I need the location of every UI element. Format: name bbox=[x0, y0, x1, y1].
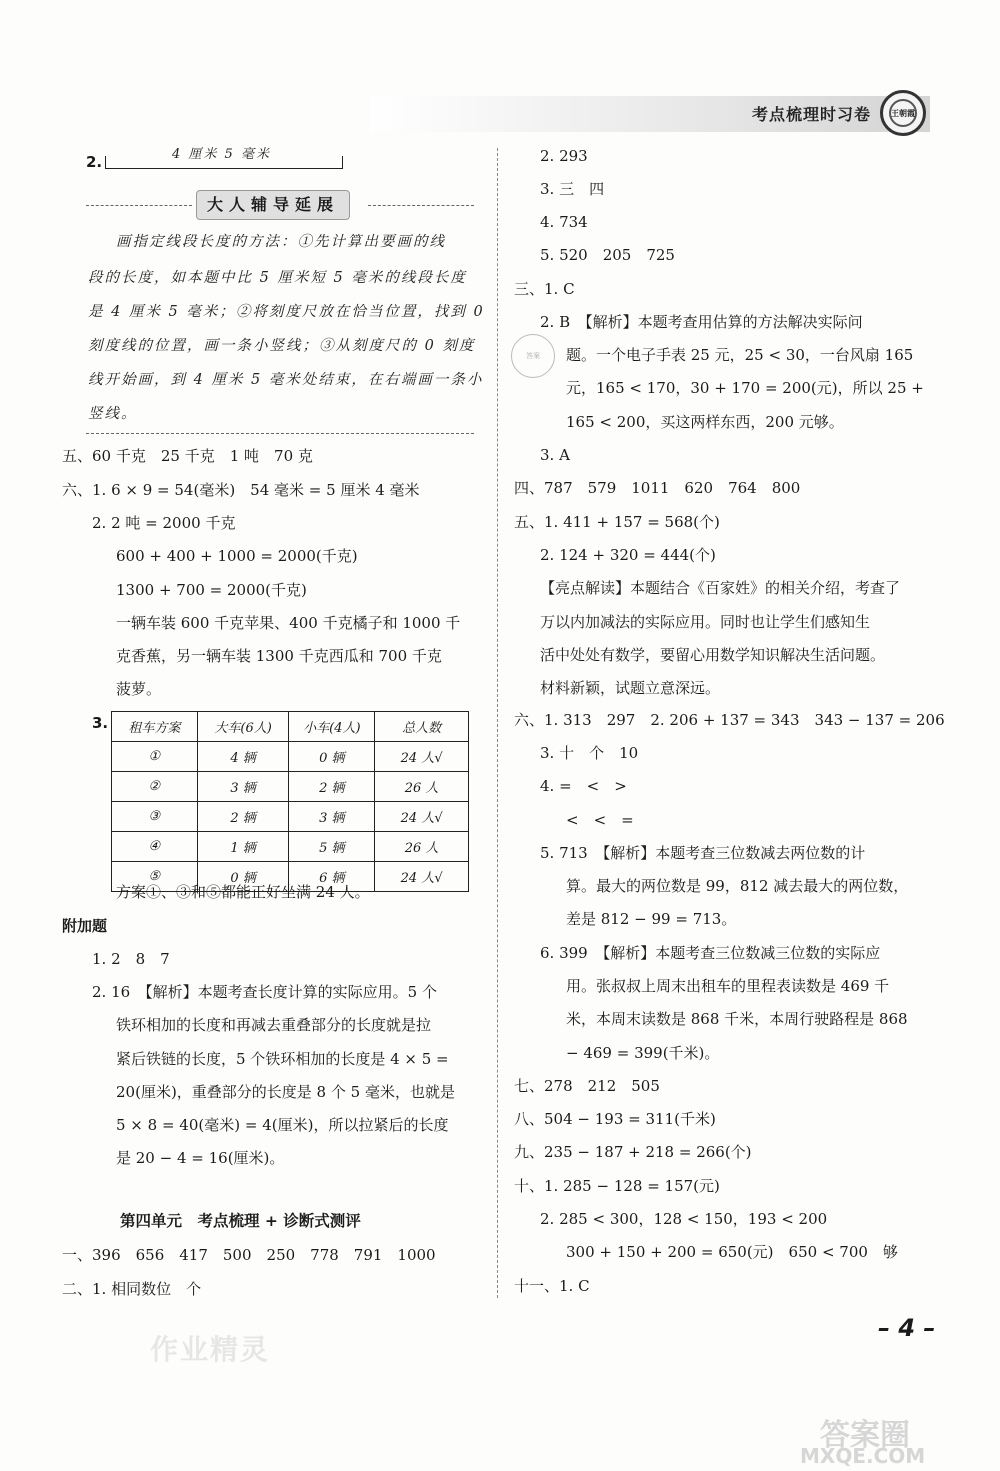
table-cell: 0 辆 bbox=[197, 862, 289, 892]
tutor-line-3: 是 4 厘米 5 毫米；②将刻度尺放在恰当位置，找到 0 bbox=[88, 304, 485, 320]
bonus-title: 附加题 bbox=[62, 917, 108, 935]
bonus-line: 是 20 − 4 = 16(厘米)。 bbox=[116, 1149, 285, 1167]
answer-line: 米，本周末读数是 868 千米，本周行驶路程是 868 bbox=[566, 1010, 908, 1028]
bonus-line: 铁环相加的长度和再减去重叠部分的长度就是拉 bbox=[116, 1016, 432, 1034]
answer-line: < < = bbox=[566, 811, 634, 829]
answer-line: 2. 285 < 300，128 < 150，193 < 200 bbox=[540, 1210, 828, 1228]
header-title: 考点梳理时习卷 bbox=[752, 105, 872, 124]
answer-line: 2. 124 + 320 = 444(个) bbox=[540, 546, 716, 564]
table-cell: 26 人 bbox=[375, 832, 469, 862]
answer-line: 元，165 < 170，30 + 170 = 200(元)，所以 25 + bbox=[566, 379, 924, 397]
tutor-line-2: 段的长度，如本题中比 5 厘米短 5 毫米的线段长度 bbox=[88, 270, 467, 286]
answer-line: 2. 2 吨 = 2000 千克 bbox=[92, 514, 236, 532]
site-watermark-url: MXQE.COM bbox=[800, 1444, 926, 1468]
answer-line: 300 + 150 + 200 = 650(元) 650 < 700 够 bbox=[566, 1243, 898, 1261]
answer-line: 【亮点解读】本题结合《百家姓》的相关介绍，考查了 bbox=[540, 579, 901, 597]
tutor-line-1: 画指定线段长度的方法：①先计算出要画的线 bbox=[116, 234, 446, 250]
tutor-line-4: 刻度线的位置，画一条小竖线；③从刻度尺的 0 刻度 bbox=[88, 338, 476, 354]
table-cell: 3 辆 bbox=[197, 772, 289, 802]
measure-tick-right bbox=[342, 156, 343, 169]
tutor-box-title: 大人辅导延展 bbox=[196, 190, 350, 220]
page-number: – 4 – bbox=[878, 1314, 936, 1342]
answer-line: 六、1. 313 297 2. 206 + 137 = 343 343 − 137 = 206 bbox=[514, 711, 945, 729]
answer-line: 万以内加减法的实际应用。同时也让学生们感知生 bbox=[540, 613, 871, 631]
brand-badge-text: 王朝霞 bbox=[889, 99, 917, 127]
answer-line: 三、1. C bbox=[514, 280, 575, 298]
car-rental-table bbox=[111, 711, 469, 892]
answer-line: 菠萝。 bbox=[116, 680, 162, 698]
table-cell: 5 辆 bbox=[289, 832, 375, 862]
answer-stamp: 答案 bbox=[511, 334, 555, 378]
table-cell: 6 辆 bbox=[289, 862, 375, 892]
table-header-row bbox=[112, 712, 469, 742]
table-header-cell: 大车(6人) bbox=[197, 712, 289, 742]
answer-line: 五、60 千克 25 千克 1 吨 70 克 bbox=[62, 447, 313, 465]
answer-line: 六、1. 6 × 9 = 54(毫米) 54 毫米 = 5 厘米 4 毫米 bbox=[62, 481, 420, 499]
table-cell: ④ bbox=[112, 832, 198, 862]
q3-label: 3. bbox=[92, 714, 109, 732]
answer-line: 3. 十 个 10 bbox=[540, 744, 639, 762]
tutor-divider-left bbox=[86, 205, 192, 206]
unit4-line: 二、1. 相同数位 个 bbox=[62, 1280, 202, 1298]
answer-line: 十、1. 285 − 128 = 157(元) bbox=[514, 1177, 720, 1195]
tutor-bottom-divider bbox=[86, 433, 474, 434]
table-header-cell: 总人数 bbox=[375, 712, 469, 742]
measure-tick-left bbox=[105, 156, 106, 169]
table-cell: 24 人√ bbox=[375, 742, 469, 772]
table-row bbox=[112, 772, 469, 802]
answer-line: 3. A bbox=[540, 446, 570, 464]
unit4-line: 一、396 656 417 500 250 778 791 1000 bbox=[62, 1246, 436, 1264]
brand-badge bbox=[880, 90, 926, 136]
table-cell: 4 辆 bbox=[197, 742, 289, 772]
answer-line: 6. 399 【解析】本题考查三位数减三位数的实际应 bbox=[540, 944, 881, 962]
bonus-line: 2. 16 【解析】本题考查长度计算的实际应用。5 个 bbox=[92, 983, 437, 1001]
table-conclusion: 方案①、③和⑤都能正好坐满 24 人。 bbox=[116, 883, 370, 901]
answer-line: 十一、1. C bbox=[514, 1277, 590, 1295]
column-divider bbox=[497, 148, 498, 1298]
bonus-line: 20(厘米)，重叠部分的长度是 8 个 5 毫米，也就是 bbox=[116, 1083, 455, 1101]
table-row bbox=[112, 802, 469, 832]
table-row bbox=[112, 742, 469, 772]
answer-line: 1300 + 700 = 2000(千克) bbox=[116, 581, 307, 599]
answer-line: 四、787 579 1011 620 764 800 bbox=[514, 479, 801, 497]
answer-line: 七、278 212 505 bbox=[514, 1077, 660, 1095]
site-watermark: 答案圈 bbox=[820, 1418, 910, 1453]
table-cell: 24 人√ bbox=[375, 862, 469, 892]
table-cell: ② bbox=[112, 772, 198, 802]
tutor-divider-right bbox=[368, 205, 474, 206]
answer-line: 用。张叔叔上周末出租车的里程表读数是 469 千 bbox=[566, 977, 890, 995]
table-cell: 2 辆 bbox=[289, 772, 375, 802]
answer-line: − 469 = 399(千米)。 bbox=[566, 1044, 720, 1062]
measure-line bbox=[105, 168, 343, 169]
answer-line: 活中处处有数学，要留心用数学知识解决生活问题。 bbox=[540, 646, 886, 664]
unit4-title: 第四单元 考点梳理 + 诊断式测评 bbox=[120, 1212, 361, 1230]
q2-measure-label: 4 厘米 5 毫米 bbox=[172, 147, 271, 162]
answer-line: 4. = < > bbox=[540, 777, 627, 795]
table-cell: 3 辆 bbox=[289, 802, 375, 832]
table-cell: 0 辆 bbox=[289, 742, 375, 772]
answer-line: 2. B 【解析】本题考查用估算的方法解决实际问 bbox=[540, 313, 863, 331]
answer-line: 九、235 − 187 + 218 = 266(个) bbox=[514, 1143, 752, 1161]
table-cell: 2 辆 bbox=[197, 802, 289, 832]
answer-line: 算。最大的两位数是 99，812 减去最大的两位数， bbox=[566, 877, 909, 895]
table-cell: ① bbox=[112, 742, 198, 772]
bonus-line: 紧后铁链的长度，5 个铁环相加的长度是 4 × 5 = bbox=[116, 1050, 449, 1068]
answer-line: 八、504 − 193 = 311(千米) bbox=[514, 1110, 716, 1128]
table-cell: 1 辆 bbox=[197, 832, 289, 862]
table-header-cell: 租车方案 bbox=[112, 712, 198, 742]
table-header-cell: 小车(4人) bbox=[289, 712, 375, 742]
answer-line: 五、1. 411 + 157 = 568(个) bbox=[514, 513, 720, 531]
table-cell: ⑤ bbox=[112, 862, 198, 892]
bonus-line: 1. 2 8 7 bbox=[92, 950, 170, 968]
tutor-line-5: 线开始画，到 4 厘米 5 毫米处结束，在右端画一条小 bbox=[88, 372, 484, 388]
answer-line: 600 + 400 + 1000 = 2000(千克) bbox=[116, 547, 358, 565]
answer-line: 5. 520 205 725 bbox=[540, 246, 675, 264]
ghost-watermark: 作业精灵 bbox=[150, 1333, 271, 1366]
table-cell: 24 人√ bbox=[375, 802, 469, 832]
answer-line: 5. 713 【解析】本题考查三位数减去两位数的计 bbox=[540, 844, 866, 862]
tutor-line-6: 竖线。 bbox=[88, 406, 138, 422]
answer-line: 4. 734 bbox=[540, 213, 588, 231]
answer-line: 克香蕉，另一辆车装 1300 千克西瓜和 700 千克 bbox=[116, 647, 442, 665]
table-cell: ③ bbox=[112, 802, 198, 832]
answer-line: 材料新颖，试题立意深远。 bbox=[540, 679, 721, 697]
answer-line: 题。一个电子手表 25 元，25 < 30，一台风扇 165 bbox=[566, 346, 914, 364]
answer-line: 一辆车装 600 千克苹果、400 千克橘子和 1000 千 bbox=[116, 614, 461, 632]
q2-label: 2. bbox=[86, 153, 103, 171]
answer-line: 2. 293 bbox=[540, 147, 588, 165]
bonus-line: 5 × 8 = 40(毫米) = 4(厘米)，所以拉紧后的长度 bbox=[116, 1116, 449, 1134]
answer-line: 3. 三 四 bbox=[540, 180, 605, 198]
table-row bbox=[112, 832, 469, 862]
table-cell: 26 人 bbox=[375, 772, 469, 802]
answer-line: 差是 812 − 99 = 713。 bbox=[566, 910, 737, 928]
answer-line: 165 < 200，买这两样东西，200 元够。 bbox=[566, 413, 844, 431]
